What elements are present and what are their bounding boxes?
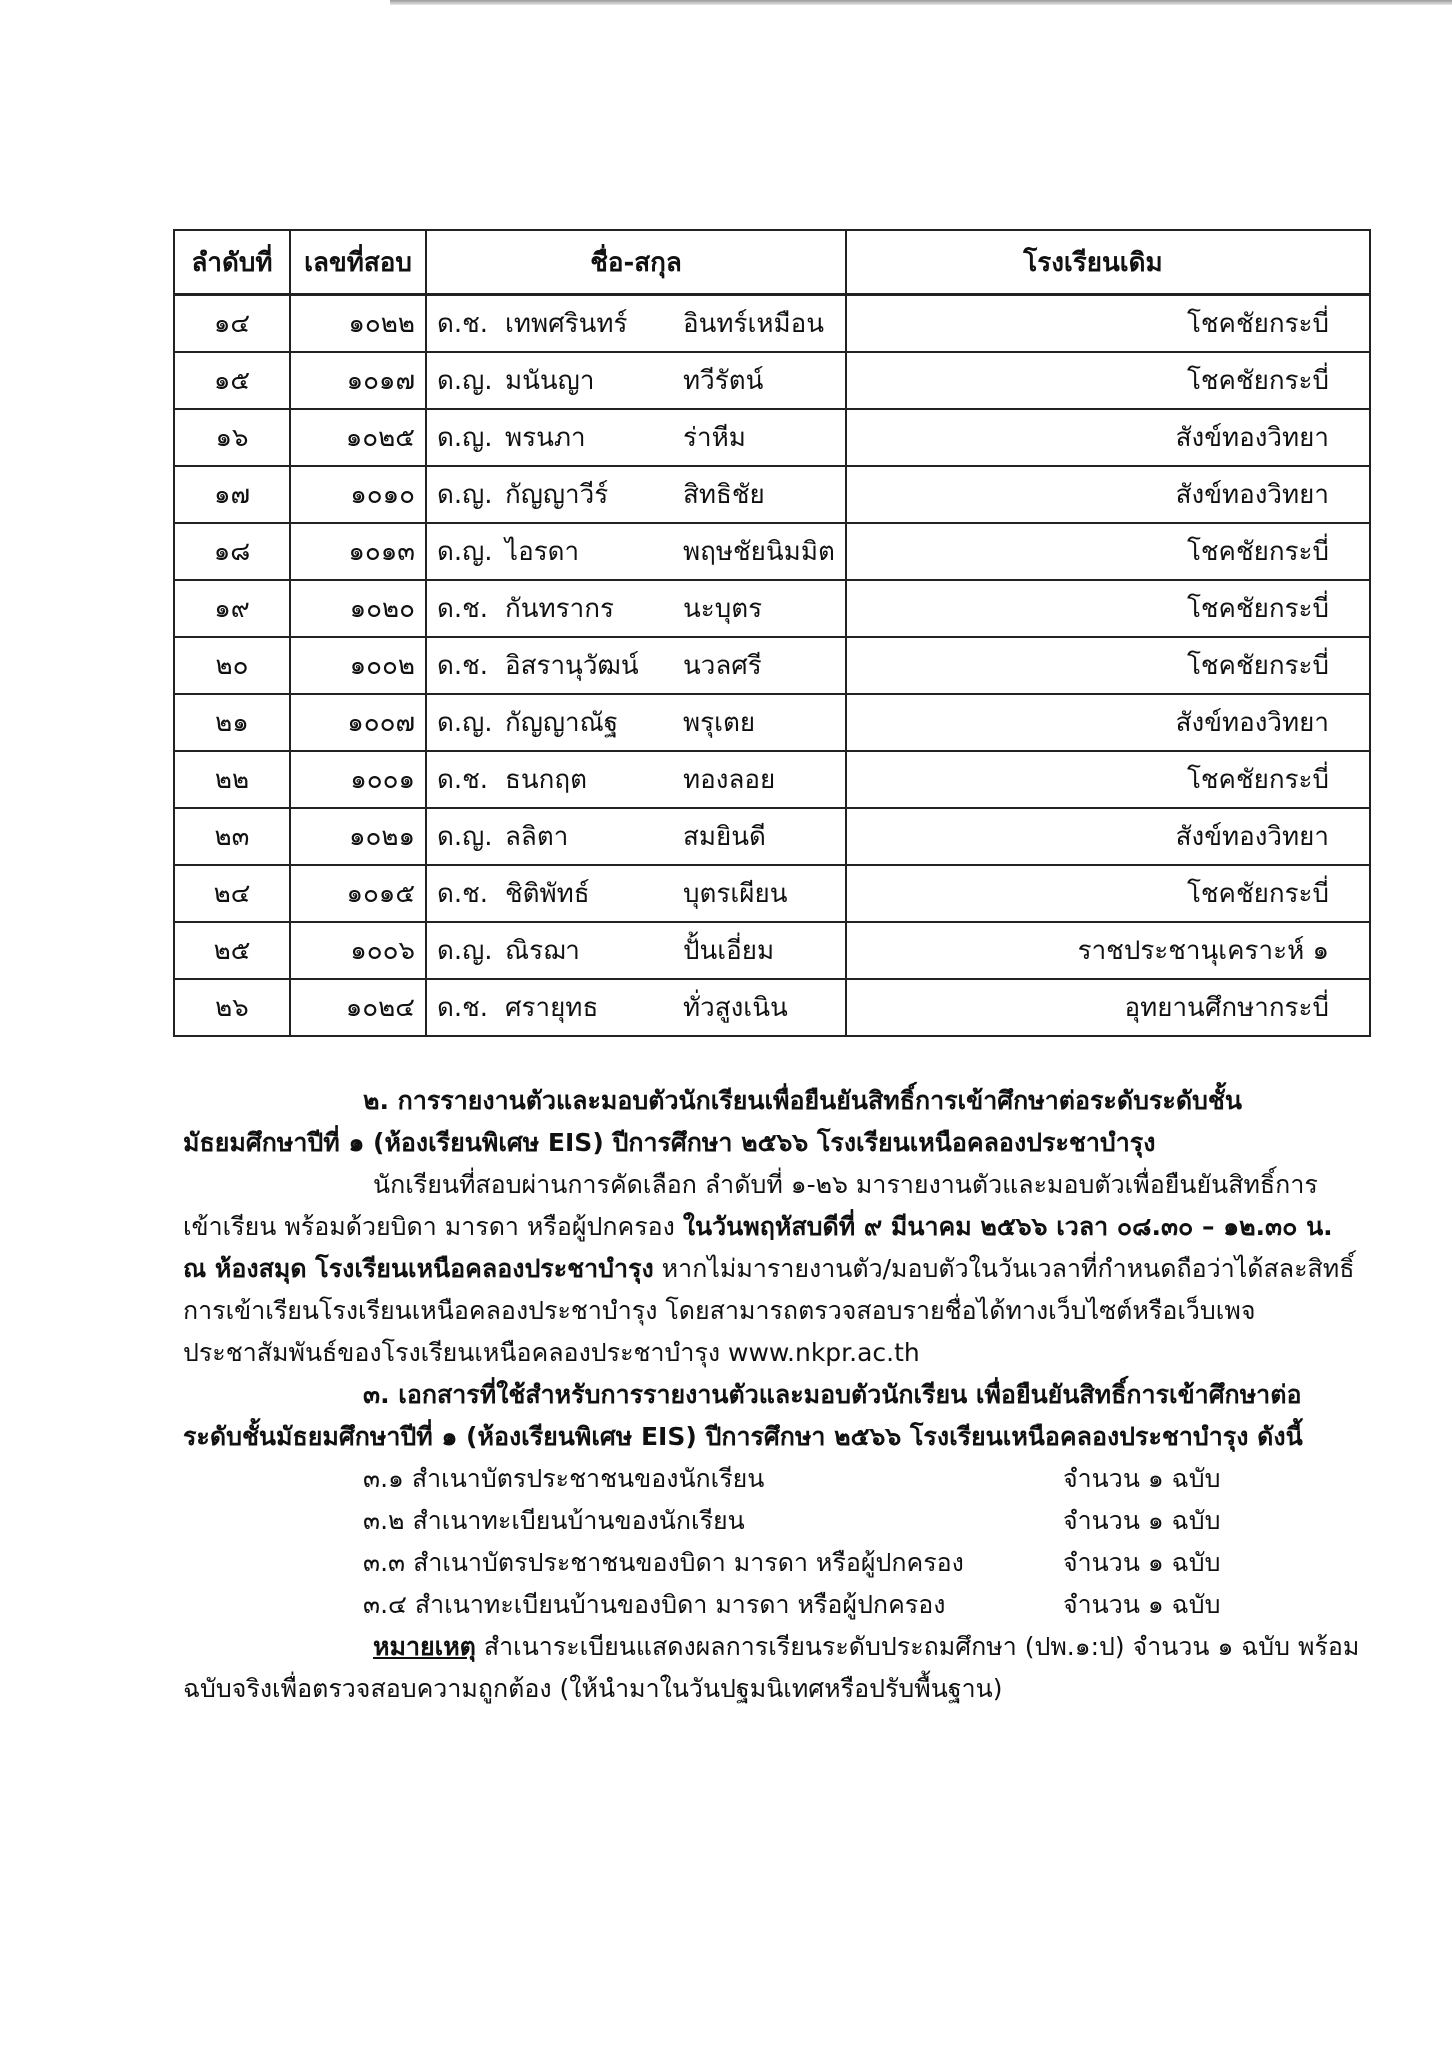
document-body <box>183 1080 1360 1710</box>
table-row <box>174 352 1370 409</box>
cell-exam-id: ๑๐๒๒ <box>290 295 426 353</box>
first-name: ชิติพัทธ์ <box>505 879 590 909</box>
cell-school: โชคชัยกระบี่ <box>846 352 1370 409</box>
cell-name <box>426 865 846 922</box>
cell-name <box>426 637 846 694</box>
cell-name <box>426 751 846 808</box>
cell-name <box>426 409 846 466</box>
last-name: อินทร์เหมือน <box>683 309 825 339</box>
cell-seq: ๑๖ <box>174 409 290 466</box>
section2-date-time: ในวันพฤหัสบดีที่ ๙ มีนาคม ๒๕๖๖ เวลา ๐๘.๓๐ – ๑๒.๓๐ น. <box>682 1212 1333 1241</box>
last-name: สิทธิชัย <box>683 480 765 510</box>
table-row <box>174 580 1370 637</box>
section3-heading-line1: ๓. เอกสารที่ใช้สำหรับการรายงานตัวและมอบตัวนักเรียน เพื่อยืนยันสิทธิ์การเข้าศึกษาต่อ <box>363 1380 1302 1409</box>
first-name: พรนภา <box>505 423 586 453</box>
last-name: ทั่วสูงเนิน <box>683 993 788 1023</box>
cell-school: ราชประชานุเคราะห์ ๑ <box>846 922 1370 979</box>
cell-exam-id: ๑๐๐๑ <box>290 751 426 808</box>
document-item-qty: จำนวน ๑ ฉบับ <box>1063 1548 1221 1577</box>
cell-school: สังข์ทองวิทยา <box>846 409 1370 466</box>
document-item-qty: จำนวน ๑ ฉบับ <box>1063 1464 1221 1493</box>
section2-heading-line1: ๒. การรายงานตัวและมอบตัวนักเรียนเพื่อยืนยันสิทธิ์การเข้าศึกษาต่อระดับระดับชั้น <box>363 1086 1242 1115</box>
table-row <box>174 295 1370 353</box>
last-name: พฤษชัยนิมมิต <box>683 537 835 567</box>
cell-seq: ๒๑ <box>174 694 290 751</box>
last-name: ร่าหีม <box>683 423 746 453</box>
cell-name <box>426 808 846 865</box>
cell-exam-id: ๑๐๑๗ <box>290 352 426 409</box>
cell-name <box>426 352 846 409</box>
cell-exam-id: ๑๐๐๖ <box>290 922 426 979</box>
table-row <box>174 808 1370 865</box>
cell-school: โชคชัยกระบี่ <box>846 865 1370 922</box>
last-name: บุตรเผียน <box>683 879 788 909</box>
name-prefix: ด.ช. <box>437 879 489 909</box>
cell-seq: ๒๓ <box>174 808 290 865</box>
first-name: ศรายุทธ <box>505 993 599 1023</box>
cell-school: โชคชัยกระบี่ <box>846 295 1370 353</box>
cell-seq: ๒๕ <box>174 922 290 979</box>
section2-paragraph-line2 <box>183 1206 1333 1248</box>
document-list <box>183 1458 1323 1626</box>
section3-heading-line2: ระดับชั้นมัธยมศึกษาปีที่ ๑ (ห้องเรียนพิเศษ EIS) ปีการศึกษา ๒๕๖๖ โรงเรียนเหนือคลองประชาบำรุง ดังนี้ <box>183 1422 1303 1451</box>
first-name: ธนกฤต <box>505 765 588 795</box>
table-body <box>174 295 1370 1037</box>
first-name: อิสรานุวัฒน์ <box>505 651 639 681</box>
first-name: ลลิตา <box>505 822 569 852</box>
first-name: เทพศรินทร์ <box>505 309 628 339</box>
cell-seq: ๑๙ <box>174 580 290 637</box>
document-item-label: ๓.๔ สำเนาทะเบียนบ้านของบิดา มารดา หรือผู้ปกครอง <box>363 1590 946 1619</box>
cell-exam-id: ๑๐๒๐ <box>290 580 426 637</box>
document-item <box>183 1584 1323 1626</box>
section2-paragraph-line3-text: หากไม่มารายงานตัว/มอบตัวในวันเวลาที่กำหนดถือว่าได้สละสิทธิ์ <box>661 1254 1355 1283</box>
cell-school: สังข์ทองวิทยา <box>846 808 1370 865</box>
document-item-label: ๓.๓ สำเนาบัตรประชาชนของบิดา มารดา หรือผู้ปกครอง <box>363 1548 964 1577</box>
cell-school: โชคชัยกระบี่ <box>846 751 1370 808</box>
cell-school: อุทยานศึกษากระบี่ <box>846 979 1370 1036</box>
document-item <box>183 1500 1323 1542</box>
table-row <box>174 637 1370 694</box>
last-name: นวลศรี <box>683 651 762 681</box>
cell-name <box>426 295 846 353</box>
header-school: โรงเรียนเดิม <box>846 230 1370 295</box>
cell-name <box>426 979 846 1036</box>
name-prefix: ด.ญ. <box>437 936 493 966</box>
table-row <box>174 523 1370 580</box>
cell-seq: ๒๖ <box>174 979 290 1036</box>
cell-exam-id: ๑๐๑๐ <box>290 466 426 523</box>
first-name: มนันญา <box>505 366 595 396</box>
document-item-qty: จำนวน ๑ ฉบับ <box>1063 1590 1221 1619</box>
cell-school: โชคชัยกระบี่ <box>846 637 1370 694</box>
cell-seq: ๑๗ <box>174 466 290 523</box>
cell-seq: ๒๐ <box>174 637 290 694</box>
name-prefix: ด.ญ. <box>437 423 493 453</box>
section2-paragraph-line4: การเข้าเรียนโรงเรียนเหนือคลองประชาบำรุง โดยสามารถตรวจสอบรายชื่อได้ทางเว็บไซต์หรือเว็บเพจ <box>183 1296 1256 1325</box>
student-list-table <box>173 229 1371 1037</box>
cell-exam-id: ๑๐๑๕ <box>290 865 426 922</box>
note-line2: ฉบับจริงเพื่อตรวจสอบความถูกต้อง (ให้นำมาในวันปฐมนิเทศหรือปรับพื้นฐาน) <box>183 1674 1003 1703</box>
note-label: หมายเหตุ <box>373 1632 476 1661</box>
cell-exam-id: ๑๐๐๒ <box>290 637 426 694</box>
cell-name <box>426 694 846 751</box>
first-name: กันทรากร <box>505 594 614 624</box>
last-name: นะบุตร <box>683 594 763 624</box>
cell-school: สังข์ทองวิทยา <box>846 466 1370 523</box>
header-seq: ลำดับที่ <box>174 230 290 295</box>
document-item-label: ๓.๑ สำเนาบัตรประชาชนของนักเรียน <box>363 1464 765 1493</box>
last-name: สมยินดี <box>683 822 766 852</box>
name-prefix: ด.ญ. <box>437 480 493 510</box>
name-prefix: ด.ช. <box>437 765 489 795</box>
table-row <box>174 466 1370 523</box>
first-name: กัญญาวีร์ <box>505 480 609 510</box>
cell-exam-id: ๑๐๒๕ <box>290 409 426 466</box>
last-name: ปั้นเอี่ยม <box>683 936 775 966</box>
section2-paragraph-line2-text: เข้าเรียน พร้อมด้วยบิดา มารดา หรือผู้ปกครอง <box>183 1212 675 1241</box>
cell-exam-id: ๑๐๒๔ <box>290 979 426 1036</box>
cell-name <box>426 922 846 979</box>
cell-seq: ๑๔ <box>174 295 290 353</box>
section2-paragraph-line1: นักเรียนที่สอบผ่านการคัดเลือก ลำดับที่ ๑-๒๖ มารายงานตัวและมอบตัวเพื่อยืนยันสิทธิ์การ <box>373 1170 1318 1199</box>
cell-school: โชคชัยกระบี่ <box>846 580 1370 637</box>
name-prefix: ด.ช. <box>437 309 489 339</box>
name-prefix: ด.ญ. <box>437 366 493 396</box>
first-name: กัญญาณัฐ <box>505 708 619 738</box>
table-row <box>174 979 1370 1036</box>
cell-name <box>426 523 846 580</box>
last-name: พรุเตย <box>683 708 756 738</box>
name-prefix: ด.ช. <box>437 594 489 624</box>
note-line1 <box>183 1626 1360 1668</box>
section2-heading-line2: มัธยมศึกษาปีที่ ๑ (ห้องเรียนพิเศษ EIS) ปีการศึกษา ๒๕๖๖ โรงเรียนเหนือคลองประชาบำรุง <box>183 1128 1156 1157</box>
first-name: ไอรดา <box>505 537 580 567</box>
cell-school: สังข์ทองวิทยา <box>846 694 1370 751</box>
last-name: ทองลอย <box>683 765 776 795</box>
table-row <box>174 409 1370 466</box>
page-top-edge <box>390 0 1452 5</box>
name-prefix: ด.ญ. <box>437 537 493 567</box>
table-row <box>174 865 1370 922</box>
cell-seq: ๒๔ <box>174 865 290 922</box>
cell-seq: ๑๘ <box>174 523 290 580</box>
header-exam-id: เลขที่สอบ <box>290 230 426 295</box>
note-line1-text: สำเนาระเบียนแสดงผลการเรียนระดับประถมศึกษา (ปพ.๑:ป) จำนวน ๑ ฉบับ พร้อม <box>483 1632 1360 1661</box>
section2-paragraph-line5: ประชาสัมพันธ์ของโรงเรียนเหนือคลองประชาบำรุง www.nkpr.ac.th <box>183 1338 920 1367</box>
cell-seq: ๒๒ <box>174 751 290 808</box>
table-row <box>174 922 1370 979</box>
first-name: ณิรฌา <box>505 936 580 966</box>
table-header-row <box>174 230 1370 295</box>
cell-exam-id: ๑๐๑๓ <box>290 523 426 580</box>
cell-exam-id: ๑๐๐๗ <box>290 694 426 751</box>
document-item-qty: จำนวน ๑ ฉบับ <box>1063 1506 1221 1535</box>
cell-school: โชคชัยกระบี่ <box>846 523 1370 580</box>
cell-exam-id: ๑๐๒๑ <box>290 808 426 865</box>
cell-name <box>426 466 846 523</box>
document-item-label: ๓.๒ สำเนาทะเบียนบ้านของนักเรียน <box>363 1506 745 1535</box>
name-prefix: ด.ช. <box>437 993 489 1023</box>
name-prefix: ด.ช. <box>437 651 489 681</box>
header-name: ชื่อ-สกุล <box>426 230 846 295</box>
table-row <box>174 751 1370 808</box>
document-item <box>183 1458 1323 1500</box>
cell-seq: ๑๕ <box>174 352 290 409</box>
section2-paragraph-line3 <box>183 1248 1355 1290</box>
section2-location: ณ ห้องสมุด โรงเรียนเหนือคลองประชาบำรุง <box>183 1254 654 1283</box>
name-prefix: ด.ญ. <box>437 822 493 852</box>
last-name: ทวีรัตน์ <box>683 366 764 396</box>
document-item <box>183 1542 1323 1584</box>
table-row <box>174 694 1370 751</box>
name-prefix: ด.ญ. <box>437 708 493 738</box>
cell-name <box>426 580 846 637</box>
